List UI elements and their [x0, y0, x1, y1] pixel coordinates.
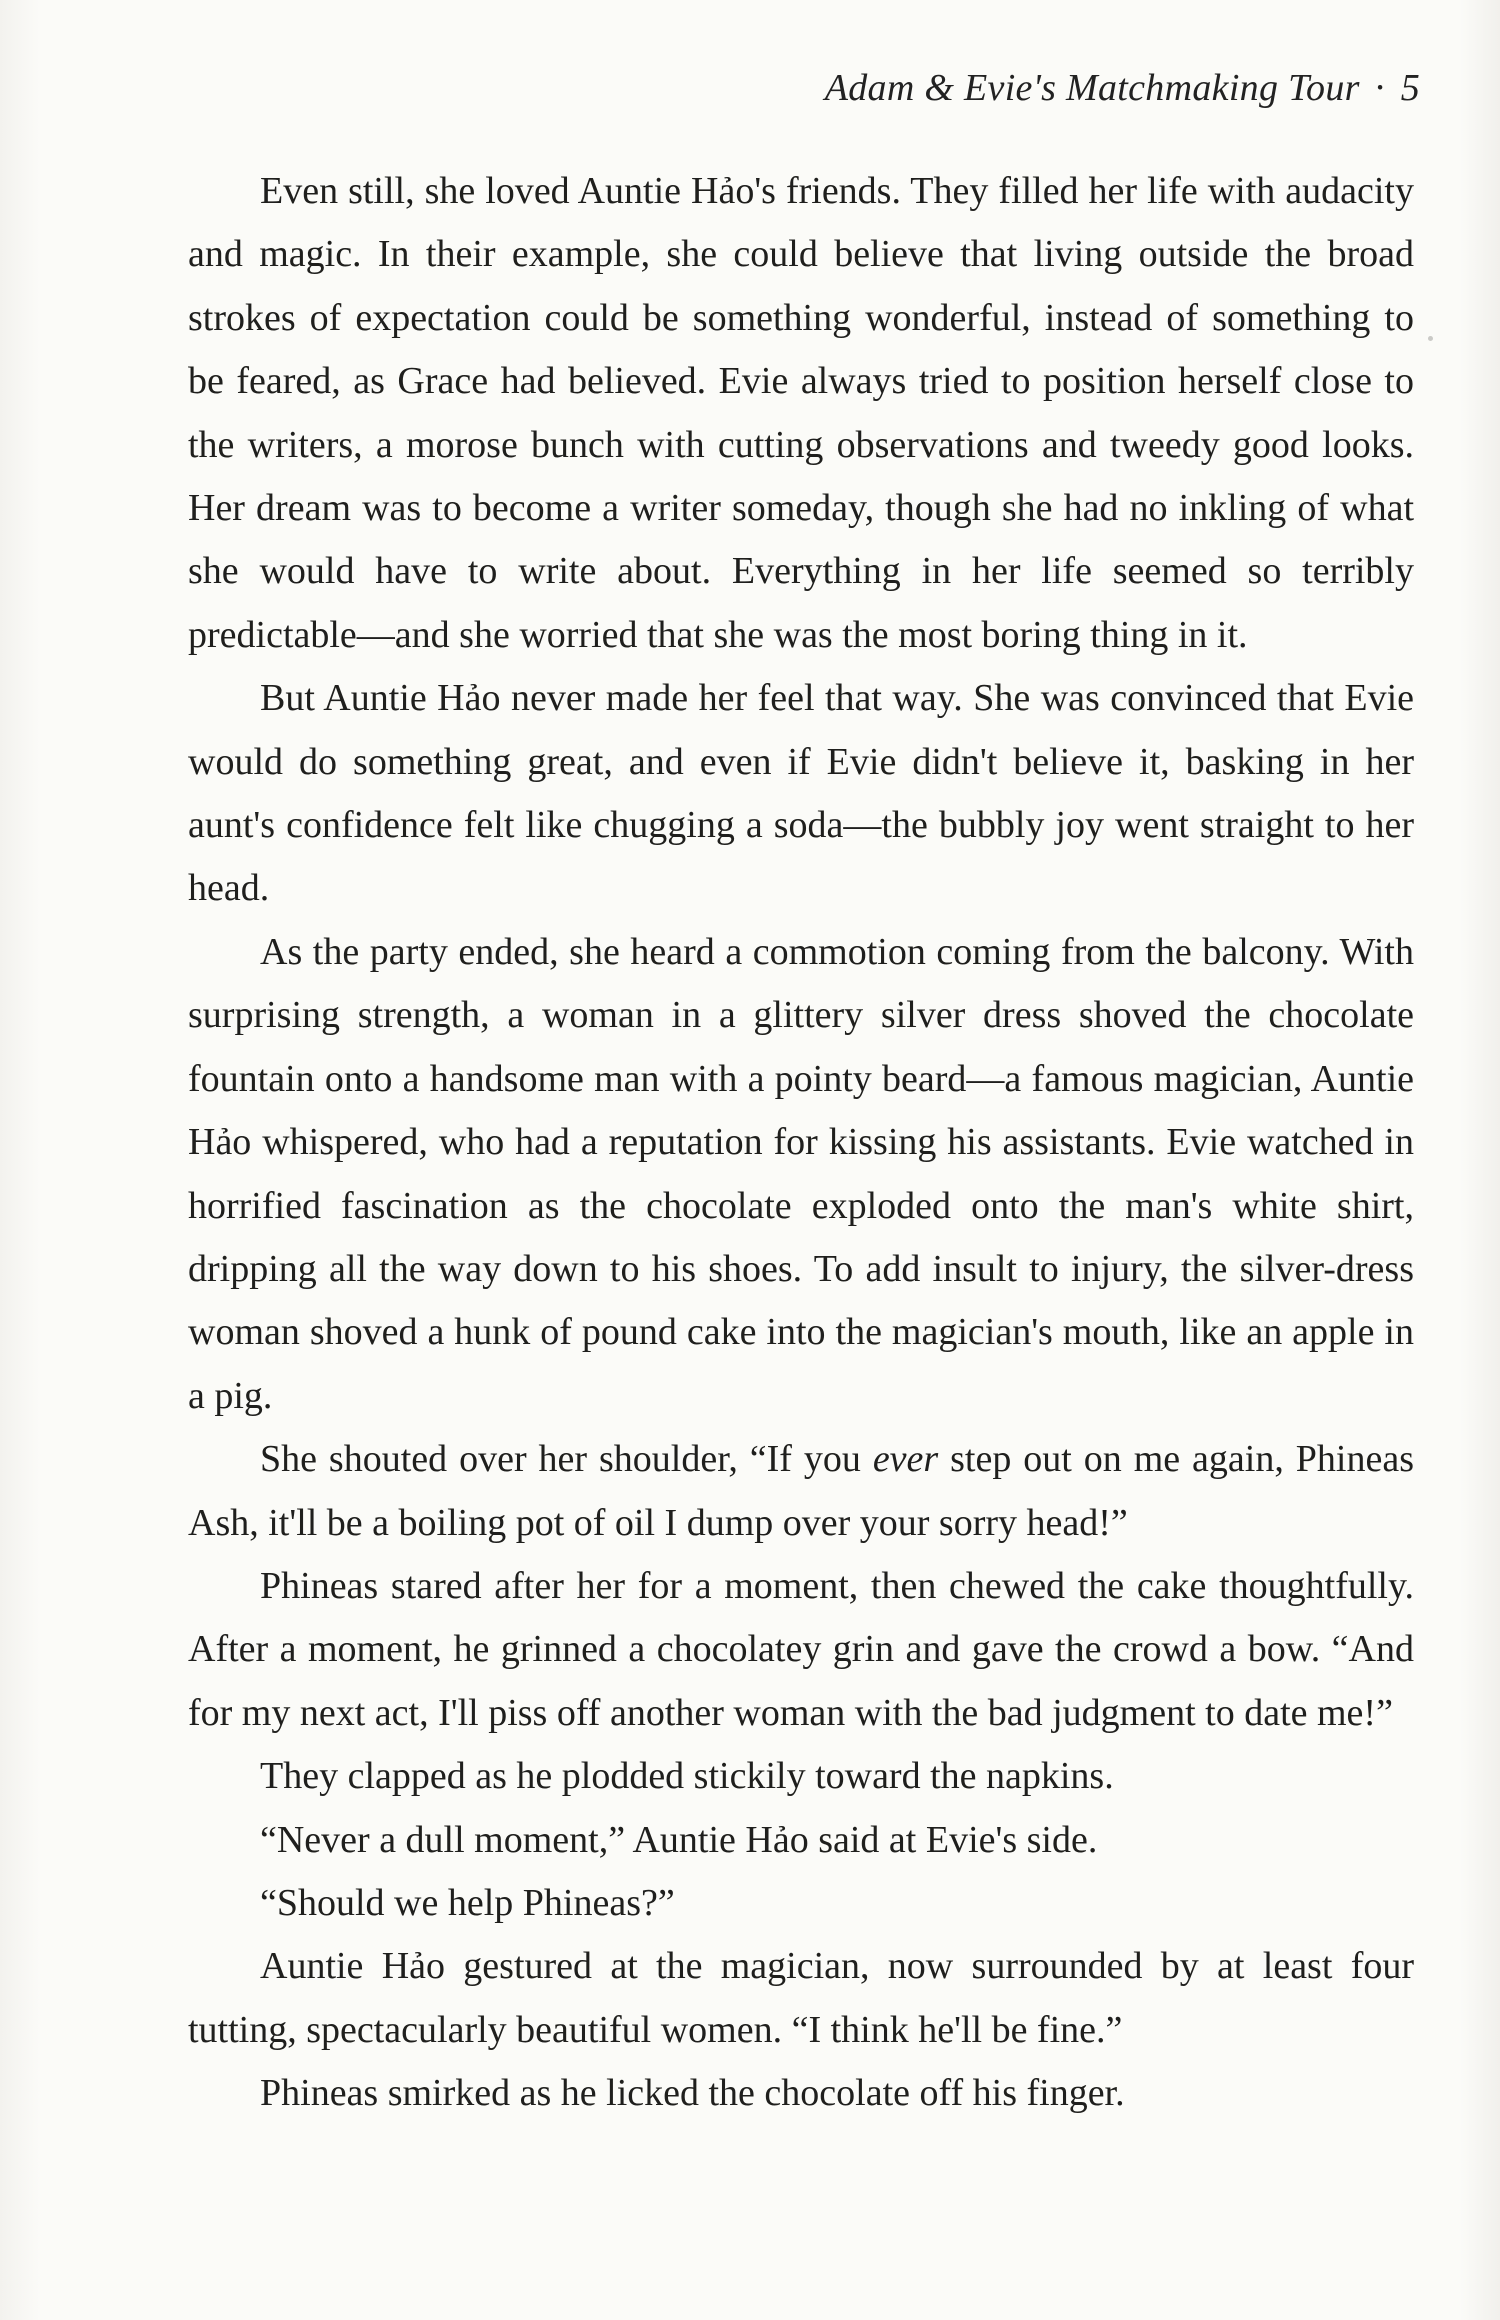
- paragraph-3: As the party ended, she heard a commotion coming from the balcony. With surprising strength, a woman in a glittery silver dress shoved the chocolate fountain onto a handsome man with a pointy beard—a famous magician, Auntie Hảo whispered, who had a reputation for kissing his assistants. Evie watched in horrified fascination as the chocolate exploded onto the man's white shirt, dripping all the way down to his shoes. To add insult to injury, the silver-dress woman shoved a hunk of pound cake into the magician's mouth, like an apple in a pig.: [188, 930, 1414, 1417]
- paragraph-7: “Never a dull moment,” Auntie Hảo said at Evie's side.: [260, 1818, 1098, 1861]
- page-number: 5: [1400, 67, 1420, 109]
- paragraph-4: [188, 1428, 1414, 1555]
- paragraph-10: Phineas smirked as he licked the chocolate off his finger.: [260, 2072, 1125, 2115]
- book-title: Adam & Evie's Matchmaking Tour: [824, 67, 1360, 109]
- paragraph-9: Auntie Hảo gestured at the magician, now surrounded by at least four tutting, spectacularly beautiful women. “I think he'll be fine.”: [188, 1945, 1414, 2051]
- paragraph-6: They clapped as he plodded stickily toward the napkins.: [260, 1755, 1114, 1798]
- paragraph-8: “Should we help Phineas?”: [260, 1881, 675, 1924]
- paragraph-4-emphasis: ever: [872, 1438, 939, 1481]
- body-text: [188, 160, 1414, 2126]
- paragraph-4-before: She shouted over her shoulder, “If you: [260, 1438, 873, 1481]
- paragraph-5: Phineas stared after her for a moment, then chewed the cake thoughtfully. After a moment, he grinned a chocolatey grin and gave the crowd a bow. “And for my next act, I'll piss off another woman with the bad judgment to date me!”: [188, 1564, 1414, 1734]
- paragraph-2: But Auntie Hảo never made her feel that way. She was convinced that Evie would do something great, and even if Evie didn't believe it, basking in her aunt's confidence felt like chugging a soda—the bubbly joy went straight to her head.: [188, 677, 1414, 910]
- paragraph-4-after: step out on me again, Phineas Ash, it'll be a boiling pot of oil I dump over your sorry head!”: [188, 1438, 1414, 1544]
- paragraph-1: Even still, she loved Auntie Hảo's friends. They filled her life with audacity and magic. In their example, she could believe that living outside the broad strokes of expectation could be something wonderful, instead of something to be feared, as Grace had believed. Evie always tried to position herself close to the writers, a morose bunch with cutting observations and tweedy good looks. Her dream was to become a writer someday, though she had no inkling of what she would have to write about. Everything in her life seemed so terribly predictable—and she worried that she was the most boring thing in it.: [188, 170, 1414, 656]
- running-head: [825, 66, 1420, 110]
- header-separator: ·: [1373, 67, 1387, 109]
- scan-speck: [1428, 336, 1433, 341]
